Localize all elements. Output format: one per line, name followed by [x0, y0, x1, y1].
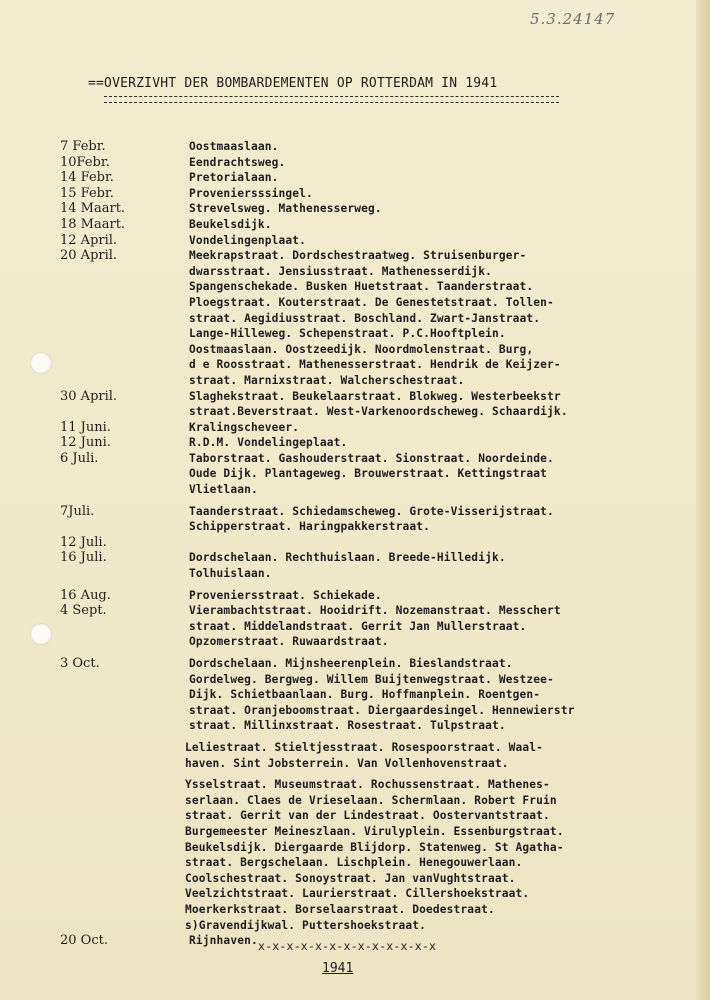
street-line: Pretorialaan. — [189, 171, 279, 185]
entry-streets — [189, 186, 699, 202]
street-line: Opzomerstraat. Ruwaardstraat. — [189, 635, 389, 649]
street-line: straat. Millinxstraat. Rosestraat. Tulpstraat. — [189, 719, 506, 733]
entry-date: 12 Juni. — [60, 435, 111, 451]
street-line: Ysselstraat. Museumstraat. Rochussenstraat. Mathenes- — [185, 778, 550, 792]
street-line: Lange-Hilleweg. Schepenstraat. P.C.Hooftplein. — [189, 327, 506, 341]
entry-row — [60, 740, 700, 771]
entry-date: 30 April. — [60, 388, 118, 404]
footer-separator: x-x-x-x-x-x-x-x-x-x-x-x-x — [258, 939, 437, 953]
entry-date: 20 Oct. — [60, 933, 108, 949]
street-line: Schipperstraat. Haringpakkerstraat. — [189, 520, 430, 534]
street-line: R.D.M. Vondelingeplaat. — [189, 436, 348, 450]
entry-row — [60, 504, 700, 535]
street-line: Taborstraat. Gashouderstraat. Sionstraat. Noordeinde. — [189, 451, 554, 465]
entry-row — [60, 420, 700, 436]
street-line: Taanderstraat. Schiedamscheweg. Grote-Visserijstraat. — [189, 504, 554, 518]
street-line: Burgemeester Meineszlaan. Virulyplein. Essenburgstraat. — [185, 824, 564, 838]
entry-date — [60, 777, 189, 933]
punch-hole — [30, 352, 52, 374]
entry-date: 14 Maart. — [60, 201, 126, 217]
entry-date: 4 Sept. — [60, 603, 107, 619]
street-line: Proveniersssingel. — [189, 186, 313, 200]
street-line-empty — [189, 535, 699, 551]
entry-date: 20 April. — [60, 248, 118, 264]
street-line: Vondelingenplaat. — [189, 233, 307, 247]
street-line: Rijnhaven. — [189, 934, 258, 948]
street-line: serlaan. Claes de Vrieselaan. Schermlaan. Robert Fruin — [185, 793, 557, 807]
entry-streets — [189, 139, 699, 155]
entry-row — [60, 170, 700, 186]
entry-streets — [189, 248, 699, 388]
street-line: Slaghekstraat. Beukelaarstraat. Blokweg. Westerbeekstr — [189, 389, 561, 403]
entry-date: 11 Juni. — [60, 419, 111, 435]
street-line: Beukelsdijk. — [189, 217, 272, 231]
entry-date: 12 April. — [60, 232, 118, 248]
street-line: Dordschelaan. Mijnsheerenplein. Bieslandstraat. — [189, 657, 513, 670]
entry-date: 18 Maart. — [60, 216, 126, 232]
entry-date: 6 Juli. — [60, 450, 99, 466]
entry-date: 3 Oct. — [60, 656, 100, 671]
street-line: straat. Middelandstraat. Gerrit Jan Mullerstraat. — [189, 619, 527, 633]
entry-date: 14 Febr. — [60, 170, 114, 186]
entry-row — [60, 451, 700, 498]
street-line: Coolschestraat. Sonoystraat. Jan vanVughtstraat. — [185, 871, 516, 885]
street-line: Meekrapstraat. Dordschestraatweg. Struisenburger- — [189, 249, 527, 263]
entry-row — [60, 201, 700, 217]
entry-row — [60, 186, 700, 202]
entry-row — [60, 155, 700, 171]
entry-row — [60, 389, 700, 420]
entry-date — [60, 740, 189, 771]
entry-row — [60, 535, 700, 551]
street-line: straat.Beverstraat. West-Varkenoordscheweg. Schaardijk. — [189, 405, 568, 419]
street-line: Dordschelaan. Rechthuislaan. Breede-Hilledijk. — [189, 551, 506, 565]
street-line: straat. Aegidiusstraat. Boschland. Zwart-Janstraat. — [189, 311, 541, 325]
entry-streets — [189, 233, 699, 249]
entry-streets — [189, 451, 699, 498]
entry-streets — [189, 603, 699, 650]
street-line: straat. Marnixstraat. Walcherschestraat. — [189, 373, 465, 387]
entry-row — [60, 139, 700, 155]
street-line: Moerkerkstraat. Borselaarstraat. Doedestraat. — [185, 902, 495, 916]
entry-row — [60, 656, 700, 734]
street-line: Spangenschekade. Busken Huetstraat. Taanderstraat. — [189, 280, 534, 294]
entry-date: 7 Febr. — [60, 139, 106, 154]
street-line: Strevelsweg. Mathenesserweg. — [189, 202, 382, 216]
entry-streets — [189, 201, 699, 217]
entry-date: 10Febr. — [60, 154, 110, 170]
street-line: Oostmaaslaan. — [189, 140, 279, 153]
entry-row — [60, 217, 700, 233]
street-line: haven. Sint Jobsterrein. Van Vollenhovenstraat. — [185, 756, 509, 770]
street-line: Beukelsdijk. Diergaarde Blijdorp. Statenweg. St Agatha- — [185, 840, 564, 854]
entry-date: 16 Aug. — [60, 587, 111, 603]
street-line: Leliestraat. Stieltjesstraat. Rosespoorstraat. Waal- — [185, 740, 544, 754]
street-line: Dijk. Schietbaanlaan. Burg. Hoffmanplein. Roentgen- — [189, 688, 541, 702]
street-line: Veelzichtstraat. Laurierstraat. Cillershoekstraat. — [185, 887, 530, 901]
entry-row — [60, 588, 700, 604]
street-line: Oude Dijk. Plantageweg. Brouwerstraat. Kettingstraat — [189, 467, 548, 481]
entry-streets — [189, 535, 699, 551]
entry-streets — [189, 420, 699, 436]
street-line: Eendrachtsweg. — [189, 155, 286, 169]
entry-date: 7Juli. — [60, 503, 95, 519]
street-line: dwarsstraat. Jensiusstraat. Mathenesserdijk. — [189, 264, 492, 278]
entry-row — [60, 233, 700, 249]
entry-streets — [189, 588, 699, 604]
entry-streets — [189, 389, 699, 420]
street-line: d e Roosstraat. Mathenesserstraat. Hendrik de Keijzer- — [189, 358, 561, 372]
street-line: Vierambachtstraat. Hooidrift. Nozemanstraat. Messchert — [189, 604, 561, 618]
street-line: Tolhuislaan. — [189, 567, 272, 581]
bombardment-list — [60, 139, 700, 949]
entry-date: 12 Juli. — [60, 534, 107, 550]
document-title: ==OVERZIVHT DER BOMBARDEMENTEN OP ROTTERDAM IN 1941 — [88, 76, 498, 91]
entry-streets — [189, 217, 699, 233]
entry-streets — [189, 656, 699, 734]
entry-row — [60, 603, 700, 650]
street-line: s)Gravendijkwal. Puttershoekstraat. — [185, 918, 426, 932]
punch-hole — [30, 623, 52, 645]
entry-date: 16 Juli. — [60, 550, 107, 566]
street-line: Proveniersstraat. Schiekade. — [189, 588, 382, 602]
entry-streets — [189, 170, 699, 186]
entry-streets — [189, 550, 699, 581]
entry-streets — [189, 155, 699, 171]
title-underline — [104, 96, 559, 103]
street-line: Kralingscheveer. — [189, 420, 300, 434]
entry-row — [60, 550, 700, 581]
entry-streets — [189, 435, 699, 451]
entry-streets — [185, 740, 695, 771]
street-line: Ploegstraat. Kouterstraat. De Genestetstraat. Tollen- — [189, 295, 554, 309]
street-line: Oostmaaslaan. Oostzeedijk. Noordmolenstraat. Burg, — [189, 342, 534, 356]
street-line: straat. Gerrit van der Lindestraat. Oostervantstraat. — [185, 809, 550, 823]
footer-year: 1941 — [322, 961, 354, 976]
entry-date: 15 Febr. — [60, 185, 114, 201]
street-line: straat. Oranjeboomstraat. Diergaardesingel. Hennewierstr — [189, 703, 575, 717]
entry-row — [60, 777, 700, 933]
entry-streets — [189, 504, 699, 535]
street-line: Gordelweg. Bergweg. Willem Buijtenwegstraat. Westzee- — [189, 672, 554, 686]
entry-row — [60, 435, 700, 451]
entry-row — [60, 248, 700, 388]
street-line: straat. Bergschelaan. Lischplein. Henegouwerlaan. — [185, 856, 523, 870]
street-line: Vlietlaan. — [189, 483, 258, 497]
entry-streets — [185, 777, 695, 933]
archive-reference-note: 5.3.24147 — [530, 10, 616, 28]
